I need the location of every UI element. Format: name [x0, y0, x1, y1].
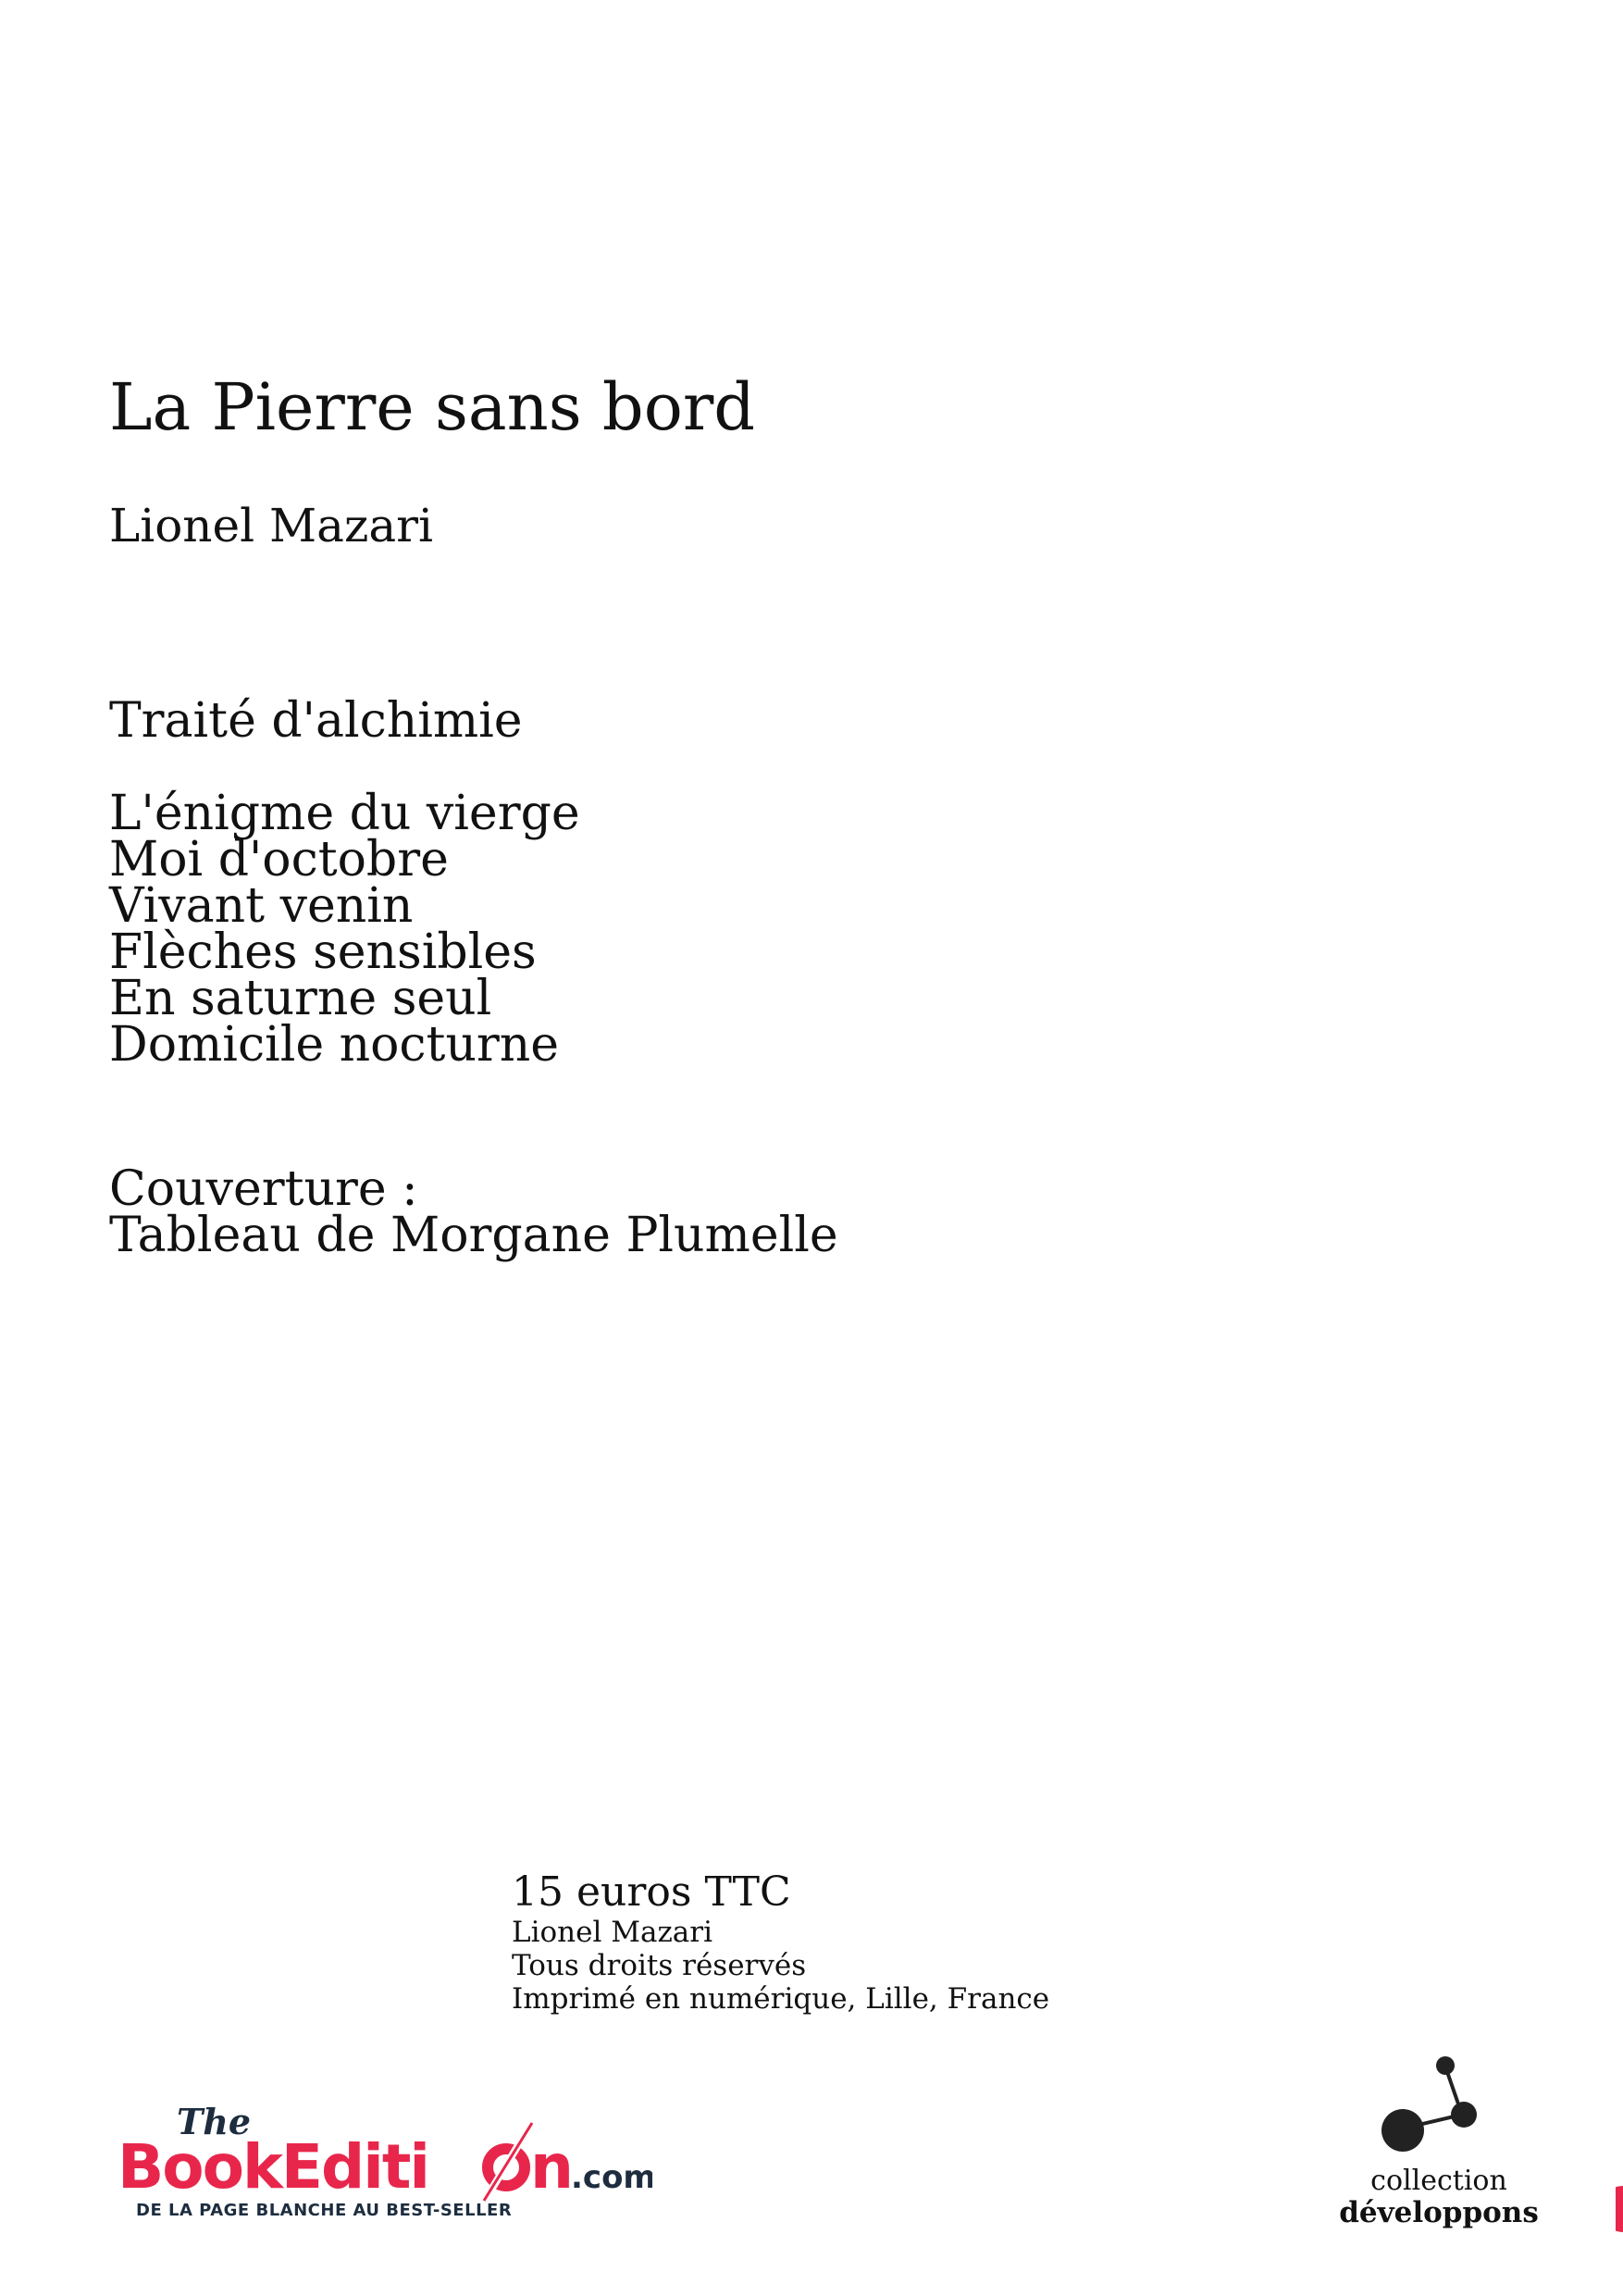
chapter-list	[109, 786, 580, 1073]
chapter-item: En saturne seul	[109, 971, 492, 1026]
edge-mark	[1616, 2186, 1623, 2232]
price: 15 euros TTC	[512, 1868, 791, 1916]
chapter-item: Moi d'octobre	[109, 832, 449, 887]
cover-label: Couverture :	[109, 1161, 418, 1217]
cover-artist: Tableau de Morgane Plumelle	[109, 1208, 838, 1263]
quill-o-icon	[484, 2119, 534, 2201]
logo-name: BookEditi	[118, 2131, 429, 2203]
logo-name-tail: n	[530, 2131, 572, 2203]
chapter-item: Vivant venin	[109, 878, 414, 934]
contents-block	[109, 693, 580, 1073]
cover-credit	[109, 1161, 838, 1263]
chapter-item: Domicile nocturne	[109, 1017, 560, 1073]
chapter-item: Flèches sensibles	[109, 925, 537, 980]
logo-tagline: DE LA PAGE BLANCHE AU BEST-SELLER	[136, 2201, 513, 2219]
logo-the: The	[177, 2101, 252, 2142]
bookedition-logo-graphic	[116, 2099, 652, 2219]
rights-notice: Tous droits réservés	[512, 1949, 807, 1982]
collection-label: collection	[1370, 2165, 1507, 2197]
subtitle: Traité d'alchimie	[109, 693, 523, 749]
molecule-icon	[1332, 2045, 1545, 2166]
colophon-author: Lionel Mazari	[512, 1916, 713, 1949]
book-author: Lionel Mazari	[109, 499, 434, 552]
bookedition-logo	[116, 2099, 652, 2219]
logo-domain: .com	[571, 2159, 652, 2196]
collection-logo	[1332, 2045, 1545, 2240]
book-title: La Pierre sans bord	[109, 369, 756, 445]
colophon	[512, 1869, 1049, 2016]
chapter-item: L'énigme du vierge	[109, 786, 580, 841]
collection-name: développons	[1339, 2196, 1539, 2229]
printing-info: Imprimé en numérique, Lille, France	[512, 1982, 1050, 2016]
